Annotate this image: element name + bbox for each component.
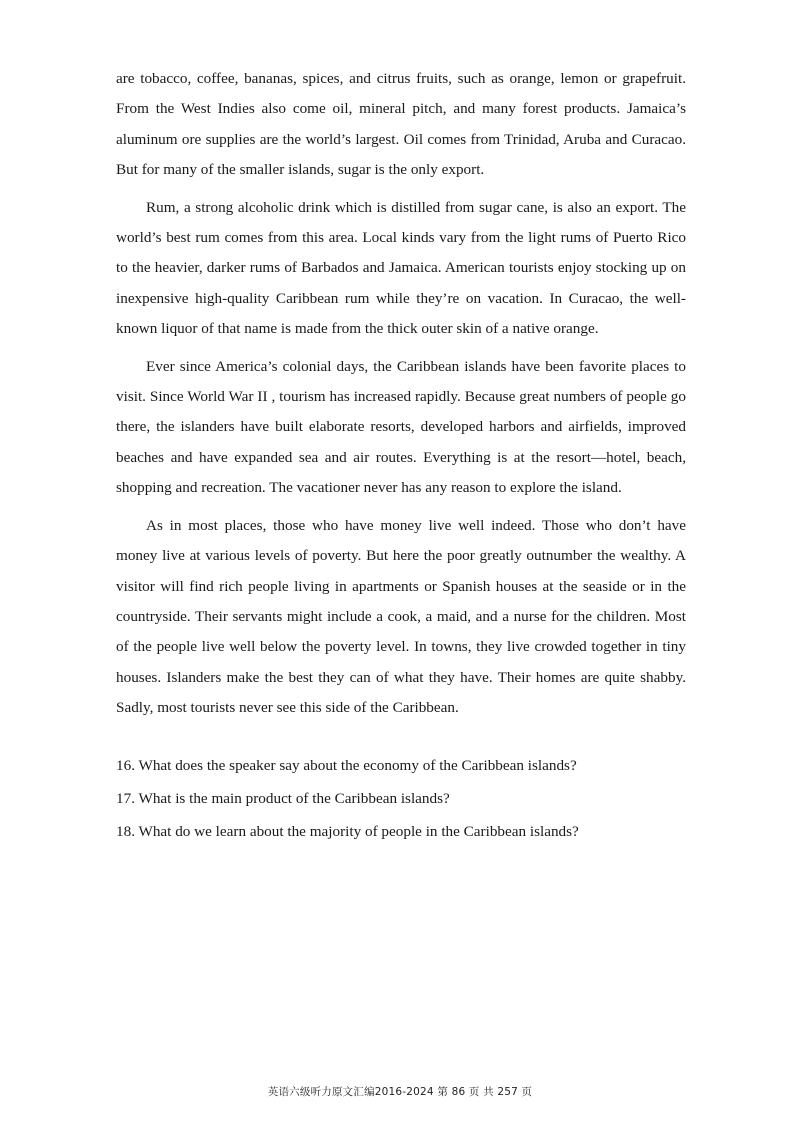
question-16: 16. What does the speaker say about the economy of the Caribbean islands? [116,756,577,774]
paragraph-economy-exports: are tobacco, coffee, bananas, spices, and citrus fruits, such as orange, lemon or grapefruit. From the West Indies also come oil, mineral pitch, and many forest products. Jamaica’s aluminum ore supplies are the world’s largest. Oil comes from Trinidad, Aruba and Curacao. But for many of the smaller islands, sugar is the only export. [116,70,686,179]
paragraph-poverty: As in most places, those who have money live well indeed. Those who don’t have money live at various levels of poverty. But here the poor greatly outnumber the wealthy. A visitor will find rich people living in apartments or Spanish houses at the seaside or in the countryside. Their servants might include a cook, a maid, and a nurse for the children. Most of the people live well below the poverty level. In towns, they live crowded together in tiny houses. Islanders make the best they can of what they have. Their homes are quite shabby. Sadly, most tourists never see this side of the Caribbean. [116,516,686,717]
paragraph-tourism: Ever since America’s colonial days, the Caribbean islands have been favorite places to visit. Since World War II , tourism has increased rapidly. Because great numbers of people go there, the islanders have built elaborate resorts, developed harbors and airfields, improved beaches and have expanded sea and air routes. Everything is at the resort—hotel, beach, shopping and recreation. The vacationer never has any reason to explore the island. [116,357,686,497]
question-17: 17. What is the main product of the Caribbean islands? [116,789,450,807]
footer-page-info: 英语六级听力原文汇编2016-2024 第 86 页 共 257 页 [267,1086,533,1098]
question-18: 18. What do we learn about the majority of people in the Caribbean islands? [116,822,579,840]
question-list [116,749,686,848]
page-content [116,64,686,848]
paragraph-rum: Rum, a strong alcoholic drink which is distilled from sugar cane, is also an export. The world’s best rum comes from this area. Local kinds vary from the light rums of Puerto Rico to the heavier, darker rums of Barbados and Jamaica. American tourists enjoy stocking up on inexpensive high-quality Caribbean rum while they’re on vacation. In Curacao, the well-known liquor of that name is made from the thick outer skin of a native orange. [116,198,686,338]
page-footer [0,1084,800,1099]
